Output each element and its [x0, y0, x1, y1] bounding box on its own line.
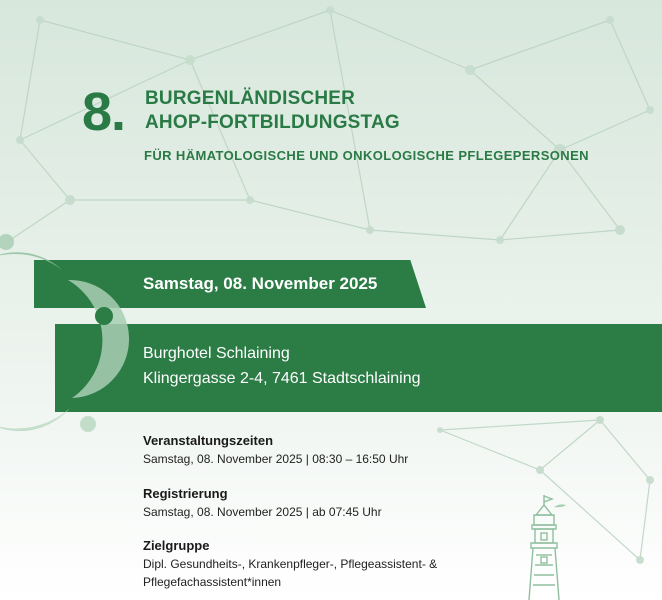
event-subtitle: FÜR HÄMATOLOGISCHE UND ONKOLOGISCHE PFLEGEPERSONEN [144, 148, 589, 163]
event-date: Samstag, 08. November 2025 [143, 274, 378, 293]
target-audience-section [143, 538, 503, 590]
event-times-value: Samstag, 08. November 2025 | 08:30 – 16:50 Uhr [143, 452, 409, 466]
registration-section [143, 486, 503, 520]
edition-number: 8. [82, 82, 126, 142]
venue-name: Burghotel Schlaining [143, 345, 290, 362]
target-audience-label: Zielgruppe [143, 538, 210, 553]
venue-address: Klingergasse 2-4, 7461 Stadtschlaining [143, 370, 421, 387]
title-line-1: BURGENLÄNDISCHER [145, 88, 356, 109]
title-line-2: AHOP-FORTBILDUNGSTAG [145, 112, 400, 133]
castle-tower-icon [514, 493, 574, 600]
registration-value: Samstag, 08. November 2025 | ab 07:45 Uhr [143, 505, 382, 519]
registration-label: Registrierung [143, 486, 228, 501]
target-audience-value-line-1: Dipl. Gesundheits-, Krankenpfleger-, Pflegeassistent- & [143, 557, 438, 571]
event-times-label: Veranstaltungszeiten [143, 433, 274, 448]
venue-banner [55, 324, 662, 412]
target-audience-value-line-2: Pflegefachassistent*innen [143, 575, 282, 589]
event-times-section [143, 433, 503, 467]
logo-swirl-icon [0, 228, 130, 438]
